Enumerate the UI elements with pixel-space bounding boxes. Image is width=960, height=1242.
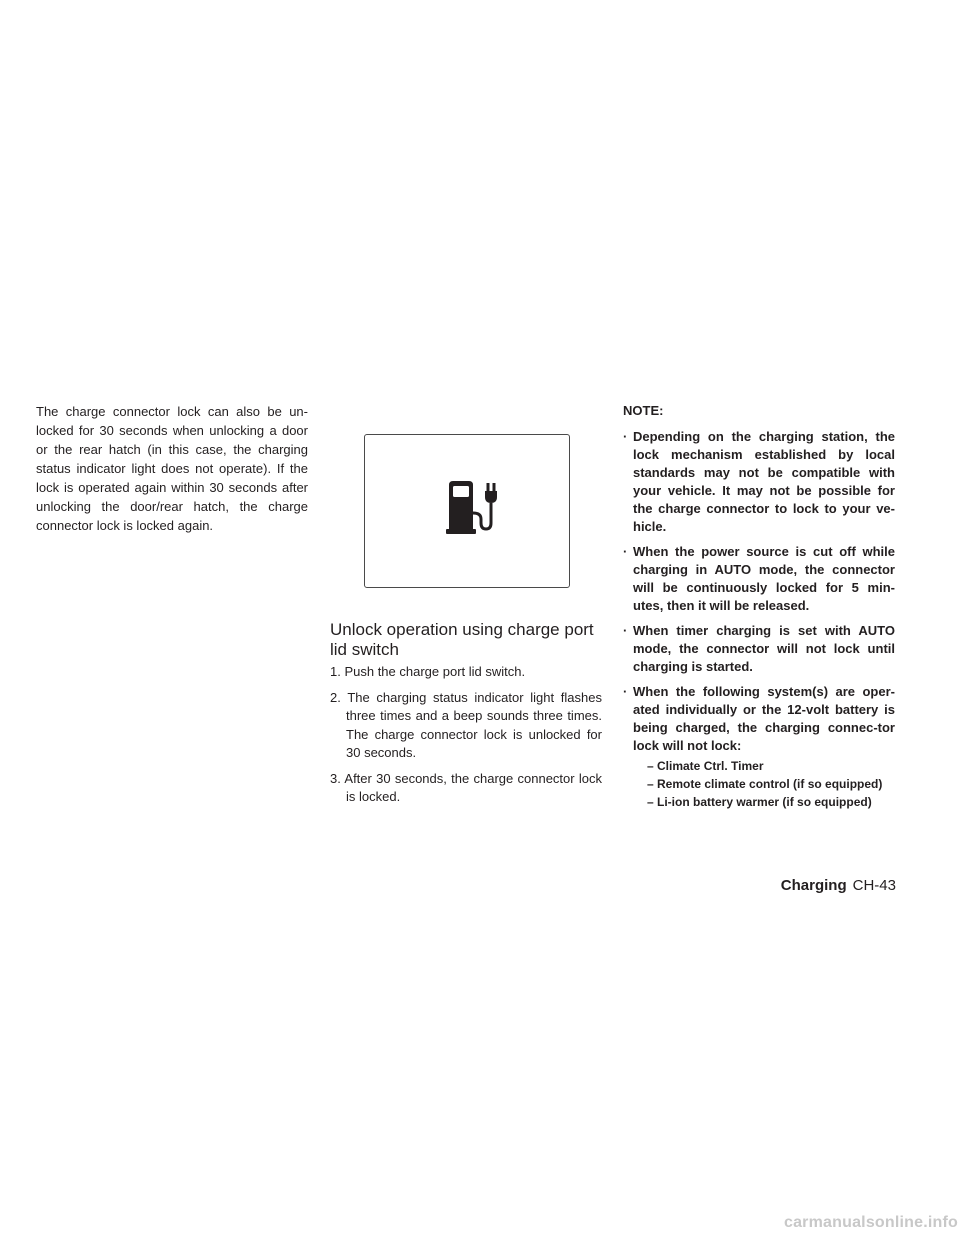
note-bullet-text: Depending on the charging station, the lock mechanism established by local standards may not be compatible with your vehicle. It may not be possible for the charge connector to lock to your ve-hicle. (633, 429, 895, 534)
footer-section-name: Charging (780, 877, 847, 894)
bullet-dot: · (623, 544, 628, 559)
page-number: CH-43 (852, 877, 896, 894)
note-bullet-text: When the power source is cut off while charging in AUTO mode, the connector will be continuously locked for 5 min-utes, then it will be released. (633, 544, 895, 613)
intro-paragraph: The charge connector lock can also be un-locked for 30 seconds when unlocking a door or the rear hatch (in this case, the charging status indicator light does not operate). If the lock is operated again within 30 seconds after unlocking the door/rear hatch, the charge connector lock is locked again. (36, 404, 308, 533)
note-subitems (623, 757, 895, 811)
note-bullet (623, 428, 895, 536)
note-bullet (623, 683, 895, 755)
note-subitem: – Li-ion battery warmer (if so equipped) (647, 795, 872, 809)
note-subitem: – Remote climate control (if so equipped) (647, 777, 883, 791)
watermark: carmanualsonline.info (783, 1214, 958, 1231)
left-column (36, 402, 308, 535)
note-subitem: – Climate Ctrl. Timer (647, 759, 764, 773)
note-bullet-text: When the following system(s) are oper-ated individually or the 12-volt battery is being charged, the charging connec-tor lock will not lock: (633, 684, 895, 753)
bullet-dot: · (623, 623, 628, 638)
note-bullet-text: When timer charging is set with AUTO mode, the connector will not lock until charging is started. (633, 623, 895, 674)
note-bullet (623, 622, 895, 676)
charge-station-plug-icon (445, 479, 497, 535)
step-item: 2. The charging status indicator light flashes three times and a beep sounds three times. The charge connector lock is unlocked for 30 seconds. (330, 689, 602, 760)
right-column (623, 402, 895, 811)
figure-frame (364, 434, 570, 588)
step-item: 1. Push the charge port lid switch. (330, 664, 526, 679)
note-label: NOTE: (623, 403, 664, 418)
steps-list (330, 663, 602, 814)
step-item: 3. After 30 seconds, the charge connector lock is locked. (330, 770, 602, 804)
bullet-dot: · (623, 684, 628, 699)
page-footer (640, 876, 896, 896)
section-heading: Unlock operation using charge port lid switch (330, 620, 594, 659)
bullet-dot: · (623, 429, 628, 444)
note-bullet (623, 543, 895, 615)
